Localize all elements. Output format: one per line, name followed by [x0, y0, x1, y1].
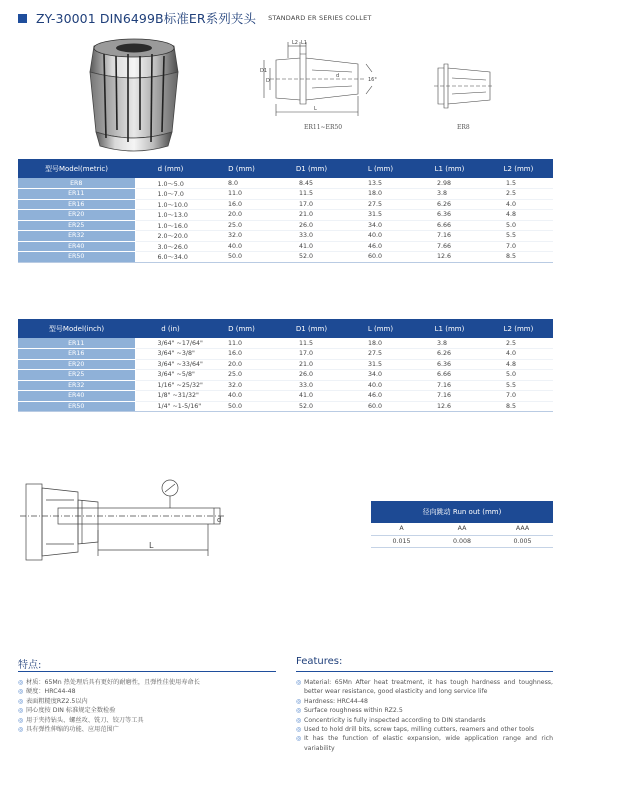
table-cell: 2.0～20.0: [135, 231, 206, 242]
table-row: [18, 359, 553, 370]
table-cell: 16.0: [206, 349, 277, 360]
features-en-list: [296, 678, 553, 753]
runout-grade-cell: AAA: [492, 523, 553, 535]
feature-text: Material: 65Mn After heat treatment, it has tough hardness and toughness, better wear resistance, good elasticity and long service life: [304, 679, 553, 696]
column-header: d (in): [135, 319, 206, 338]
bullet-icon: ◎: [296, 707, 302, 715]
model-cell: ER50: [18, 252, 135, 263]
table-row: [18, 391, 553, 402]
table-cell: 3/64" ~17/64": [135, 338, 206, 349]
er8-drawing: [430, 56, 500, 116]
table-cell: 7.66: [415, 241, 484, 252]
er11-er50-drawing: [240, 34, 400, 134]
dim-big-d-label: D: [266, 78, 270, 84]
model-cell: ER40: [18, 391, 135, 402]
table-cell: 32.0: [206, 231, 277, 242]
feature-text: 表面粗糙度RZ2.5以内: [26, 697, 88, 705]
feature-text: 硬度：HRC44-48: [26, 688, 76, 696]
feature-text: 同心度按 DIN 标准规定全数检验: [26, 707, 116, 715]
table-row: [18, 220, 553, 231]
table-cell: 20.0: [206, 210, 277, 221]
table-cell: 18.0: [346, 338, 415, 349]
table-row: [18, 210, 553, 221]
table-cell: 31.5: [346, 210, 415, 221]
column-header: 型号Model(metric): [18, 159, 135, 178]
column-header: d (mm): [135, 159, 206, 178]
table-cell: 60.0: [346, 252, 415, 263]
model-cell: ER16: [18, 349, 135, 360]
page-subtitle: STANDARD ER SERIES COLLET: [268, 14, 372, 22]
bullet-icon: ◎: [296, 735, 302, 743]
table-cell: 5.5: [484, 380, 553, 391]
table-cell: 7.0: [484, 391, 553, 402]
table-cell: 1/4" ~1-5/16": [135, 401, 206, 412]
table-cell: 1.0～10.0: [135, 199, 206, 210]
bullet-icon: ◎: [296, 679, 302, 686]
table-cell: 2.5: [484, 189, 553, 200]
column-header: L (mm): [346, 319, 415, 338]
column-header: L2 (mm): [484, 159, 553, 178]
table-cell: 11.5: [277, 189, 346, 200]
table-row: [18, 380, 553, 391]
list-item: [296, 678, 553, 697]
runout-measurement-drawing: [18, 470, 230, 570]
table-row: [18, 349, 553, 360]
column-header: L2 (mm): [484, 319, 553, 338]
model-cell: ER32: [18, 380, 135, 391]
table-cell: 46.0: [346, 391, 415, 402]
measure-length-label: L: [149, 541, 154, 550]
collet-photo: [80, 34, 188, 158]
runout-value-cell: 0.008: [432, 535, 492, 547]
table-cell: 7.16: [415, 380, 484, 391]
bullet-icon: ◎: [296, 697, 302, 705]
dim-angle-label: 16°: [368, 77, 377, 83]
table-cell: 5.0: [484, 370, 553, 381]
table-row: [18, 401, 553, 412]
table-cell: 3/64" ~3/8": [135, 349, 206, 360]
inch-spec-table: [18, 319, 553, 412]
metric-spec-table: [18, 159, 553, 263]
runout-value-row: [371, 535, 553, 547]
table-cell: 33.0: [277, 231, 346, 242]
table-cell: 4.8: [484, 210, 553, 221]
runout-value-cell: 0.015: [371, 535, 432, 547]
list-item: [296, 734, 553, 753]
table-cell: 5.5: [484, 231, 553, 242]
table-cell: 6.26: [415, 349, 484, 360]
table-cell: 6.36: [415, 359, 484, 370]
table-cell: 11.0: [206, 338, 277, 349]
table-cell: 13.5: [346, 178, 415, 189]
model-cell: ER25: [18, 370, 135, 381]
measure-diameter-label: d: [217, 516, 222, 524]
table-cell: 40.0: [346, 231, 415, 242]
feature-text: Hardness: HRC44-48: [304, 697, 368, 705]
feature-text: 材质：65Mn 热处理后具有更好的耐磨性，且弹性佳使用寿命长: [26, 679, 200, 686]
runout-grade-cell: A: [371, 523, 432, 535]
table-cell: 7.16: [415, 231, 484, 242]
list-item: [18, 678, 278, 687]
header-square-icon: [18, 14, 27, 23]
runout-title: 径向跳动 Run out (mm): [371, 501, 553, 523]
bullet-icon: ◎: [18, 716, 24, 724]
column-header: D (mm): [206, 319, 277, 338]
table-cell: 46.0: [346, 241, 415, 252]
table-cell: 7.16: [415, 391, 484, 402]
er8-caption: ER8: [457, 124, 470, 131]
bullet-icon: ◎: [18, 697, 24, 705]
model-cell: ER8: [18, 178, 135, 189]
table-row: [18, 231, 553, 242]
table-cell: 4.0: [484, 349, 553, 360]
table-row: [18, 189, 553, 200]
features-cn-rule: [18, 671, 276, 672]
table-cell: 12.6: [415, 252, 484, 263]
table-row: [18, 338, 553, 349]
table-row: [18, 370, 553, 381]
table-row: [18, 199, 553, 210]
table-row: [18, 241, 553, 252]
model-cell: ER16: [18, 199, 135, 210]
table-cell: 33.0: [277, 380, 346, 391]
features-cn-heading: 特点:: [18, 660, 42, 671]
table-cell: 1.0～13.0: [135, 210, 206, 221]
bullet-icon: ◎: [296, 726, 302, 734]
column-header: 型号Model(inch): [18, 319, 135, 338]
page-header: [18, 8, 372, 28]
table-cell: 3/64" ~5/8": [135, 370, 206, 381]
table-cell: 25.0: [206, 220, 277, 231]
list-item: [18, 716, 278, 725]
table-cell: 1.0～16.0: [135, 220, 206, 231]
table-cell: 25.0: [206, 370, 277, 381]
table-cell: 16.0: [206, 199, 277, 210]
feature-text: Concentricity is fully inspected according to DIN standards: [304, 716, 486, 724]
feature-text: Surface roughness within RZ2.5: [304, 707, 403, 715]
table-cell: 1.0～7.0: [135, 189, 206, 200]
inch-header-row: [18, 319, 553, 338]
feature-text: 用于夹持钻头、螺丝攻、铣刀、铰刀等工具: [26, 716, 144, 724]
table-cell: 40.0: [206, 391, 277, 402]
feature-text: 具有弹性伸缩的功能、应用范围广: [26, 726, 119, 734]
model-cell: ER11: [18, 189, 135, 200]
runout-table: [371, 501, 553, 548]
list-item: [18, 697, 278, 706]
list-item: [296, 706, 553, 715]
table-cell: 6.66: [415, 220, 484, 231]
table-cell: 11.0: [206, 189, 277, 200]
table-cell: 6.66: [415, 370, 484, 381]
bullet-icon: ◎: [18, 726, 24, 734]
table-cell: 32.0: [206, 380, 277, 391]
table-cell: 4.8: [484, 359, 553, 370]
table-cell: 1/16" ~25/32": [135, 380, 206, 391]
table-cell: 6.36: [415, 210, 484, 221]
table-cell: 34.0: [346, 370, 415, 381]
list-item: [296, 725, 553, 734]
list-item: [18, 706, 278, 715]
table-cell: 5.0: [484, 220, 553, 231]
table-cell: 2.98: [415, 178, 484, 189]
table-cell: 17.0: [277, 349, 346, 360]
table-cell: 52.0: [277, 252, 346, 263]
er11-er50-caption: ER11~ER50: [304, 124, 343, 131]
table-cell: 3.8: [415, 338, 484, 349]
table-cell: 8.5: [484, 401, 553, 412]
table-row: [18, 252, 553, 263]
table-cell: 31.5: [346, 359, 415, 370]
model-cell: ER40: [18, 241, 135, 252]
list-item: [18, 725, 278, 734]
features-en-rule: [296, 671, 553, 672]
table-cell: 1/8" ~31/32": [135, 391, 206, 402]
list-item: [18, 687, 278, 696]
table-cell: 12.6: [415, 401, 484, 412]
bullet-icon: ◎: [18, 688, 24, 696]
table-cell: 27.5: [346, 349, 415, 360]
table-cell: 4.0: [484, 199, 553, 210]
table-cell: 1.5: [484, 178, 553, 189]
runout-value-cell: 0.005: [492, 535, 553, 547]
table-cell: 8.0: [206, 178, 277, 189]
table-cell: 8.5: [484, 252, 553, 263]
list-item: [296, 716, 553, 725]
table-cell: 6.0～34.0: [135, 252, 206, 263]
table-cell: 6.26: [415, 199, 484, 210]
table-cell: 50.0: [206, 252, 277, 263]
column-header: D1 (mm): [277, 319, 346, 338]
dim-d-label: d: [336, 73, 340, 79]
dim-length-label: L: [314, 106, 317, 112]
column-header: L (mm): [346, 159, 415, 178]
model-cell: ER20: [18, 359, 135, 370]
bullet-icon: ◎: [18, 707, 24, 715]
table-row: [18, 178, 553, 189]
model-cell: ER20: [18, 210, 135, 221]
features-en-heading: Features:: [296, 656, 343, 667]
table-cell: 17.0: [277, 199, 346, 210]
dim-d1-label: D1: [260, 68, 268, 74]
table-cell: 40.0: [206, 241, 277, 252]
model-cell: ER25: [18, 220, 135, 231]
features-cn-list: [18, 678, 278, 734]
table-cell: 52.0: [277, 401, 346, 412]
feature-text: Used to hold drill bits, screw taps, milling cutters, reamers and other tools: [304, 726, 534, 734]
table-cell: 20.0: [206, 359, 277, 370]
runout-grade-cell: AA: [432, 523, 492, 535]
table-cell: 50.0: [206, 401, 277, 412]
table-cell: 27.5: [346, 199, 415, 210]
table-cell: 40.0: [346, 380, 415, 391]
table-cell: 34.0: [346, 220, 415, 231]
dim-l1-label: L1: [301, 40, 307, 46]
dim-l2-label: L2: [292, 40, 298, 46]
table-cell: 18.0: [346, 189, 415, 200]
table-cell: 1.0～5.0: [135, 178, 206, 189]
bullet-icon: ◎: [18, 679, 24, 686]
table-cell: 60.0: [346, 401, 415, 412]
feature-text: It has the function of elastic expansion, wide application range and rich variability: [304, 735, 553, 752]
column-header: D1 (mm): [277, 159, 346, 178]
runout-grade-row: [371, 523, 553, 535]
model-cell: ER11: [18, 338, 135, 349]
table-cell: 2.5: [484, 338, 553, 349]
table-cell: 26.0: [277, 220, 346, 231]
table-cell: 3.8: [415, 189, 484, 200]
bullet-icon: ◎: [296, 716, 302, 724]
column-header: L1 (mm): [415, 319, 484, 338]
model-cell: ER50: [18, 401, 135, 412]
table-cell: 3.0～26.0: [135, 241, 206, 252]
table-cell: 7.0: [484, 241, 553, 252]
page-title: ZY-30001 DIN6499B标准ER系列夹头: [36, 11, 257, 26]
column-header: D (mm): [206, 159, 277, 178]
table-cell: 41.0: [277, 391, 346, 402]
model-cell: ER32: [18, 231, 135, 242]
list-item: [296, 697, 553, 706]
table-cell: 41.0: [277, 241, 346, 252]
table-cell: 21.0: [277, 210, 346, 221]
table-cell: 8.45: [277, 178, 346, 189]
table-cell: 26.0: [277, 370, 346, 381]
table-cell: 11.5: [277, 338, 346, 349]
metric-header-row: [18, 159, 553, 178]
table-cell: 3/64" ~33/64": [135, 359, 206, 370]
table-cell: 21.0: [277, 359, 346, 370]
column-header: L1 (mm): [415, 159, 484, 178]
